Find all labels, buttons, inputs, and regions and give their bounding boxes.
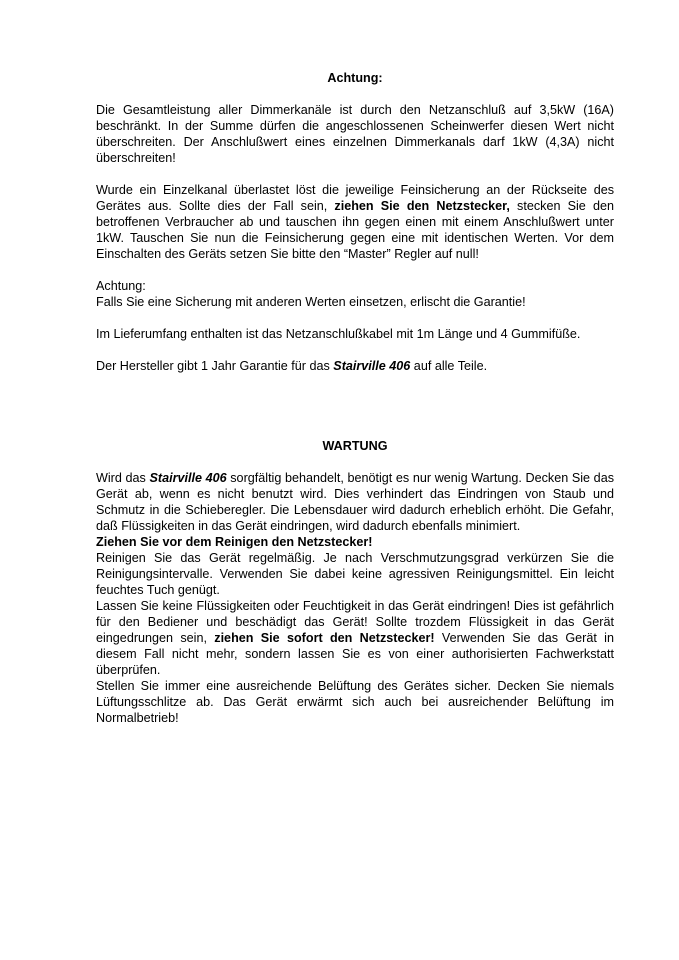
warranty-text-start: Der Hersteller gibt 1 Jahr Garantie für das	[96, 359, 334, 373]
section-spacer	[96, 390, 614, 438]
heading-wartung: WARTUNG	[322, 439, 388, 453]
maintenance-text-start: Wird das	[96, 471, 150, 485]
warning-label: Achtung:	[96, 279, 146, 293]
paragraph-maintenance-intro	[96, 470, 614, 534]
overload-warning-bold: ziehen Sie den Netzstecker,	[334, 199, 510, 213]
liquids-text-end: Verwenden Sie das Gerät in diesem Fall nicht mehr, sondern lassen Sie es von einer authorisierten Fachwerkstatt überprüfen.	[96, 631, 614, 677]
paragraph-liquids	[96, 598, 614, 678]
overload-text-end: stecken Sie den betroffenen Verbraucher ab und tauschen ihn gegen einen mit einem Anschlußwert unter 1kW. Tauschen Sie nun die Feinsicherung gegen eine mit identischen Werten. Vor dem Einschalten des Geräts setzen Sie bitte den “Master” Regler auf null!	[96, 199, 614, 261]
paragraph-overload	[96, 182, 614, 262]
overload-text-start: Wurde ein Einzelkanal überlastet löst die jeweilige Feinsicherung an der Rückseite des Gerätes aus. Sollte dies der Fall sein,	[96, 183, 614, 213]
maintenance-text-end: sorgfältig behandelt, benötigt es nur wenig Wartung. Decken Sie das Gerät ab, wenn es nicht benutzt wird. Dies verhindert das Eindringen von Staub und Schmutz in die Schieberegler. Die Lebensdauer wird dadurch erheblich erhöht. Die Gefahr, daß Flüssigkeiten in das Gerät eindringen, wird dadurch ebenfalls minimiert.	[96, 471, 614, 533]
document-page	[96, 70, 614, 726]
liquids-text-start: Lassen Sie keine Flüssigkeiten oder Feuchtigkeit in das Gerät eindringen! Dies ist gefährlich für den Bediener und beschädigt das Gerät! Sollte trozdem Flüssigkeit in das Gerät eingedrungen sein,	[96, 599, 614, 645]
warranty-text-end: auf alle Teile.	[410, 359, 488, 373]
liquids-warning-bold: ziehen Sie sofort den Netzstecker!	[214, 631, 435, 645]
product-name: Stairville 406	[333, 359, 411, 373]
product-name: Stairville 406	[149, 471, 227, 485]
paragraph-delivery-contents: Im Lieferumfang enthalten ist das Netzanschlußkabel mit 1m Länge und 4 Gummifüße.	[96, 327, 581, 341]
paragraph-power-limit: Die Gesamtleistung aller Dimmerkanäle ist durch den Netzanschluß auf 3,5kW (16A) beschränkt. In der Summe dürfen die angeschlossenen Scheinwerfer diesen Wert nicht überschreiten. Der Anschlußwert eines einzelnen Dimmerkanals darf 1kW (4,3A) nicht überschreiten!	[96, 103, 614, 165]
paragraph-cleaning: Reinigen Sie das Gerät regelmäßig. Je nach Verschmutzungsgrad verkürzen Sie die Reinigungsintervalle. Verwenden Sie dabei keine agressiven Reinigungsmittel. Ein leicht feuchtes Tuch genügt.	[96, 551, 614, 597]
paragraph-ventilation: Stellen Sie immer eine ausreichende Belüftung des Gerätes sicher. Decken Sie niemals Lüftungsschlitze ab. Das Gerät erwärmt sich auch bei ausreichender Belüftung im Normalbetrieb!	[96, 679, 614, 725]
heading-achtung: Achtung:	[327, 71, 383, 85]
cleaning-warning-text: Ziehen Sie vor dem Reinigen den Netzstecker!	[96, 535, 373, 549]
cleaning-warning-bold	[96, 534, 614, 550]
paragraph-fuse-warranty: Falls Sie eine Sicherung mit anderen Werten einsetzen, erlischt die Garantie!	[96, 295, 526, 309]
paragraph-warranty	[96, 358, 614, 374]
